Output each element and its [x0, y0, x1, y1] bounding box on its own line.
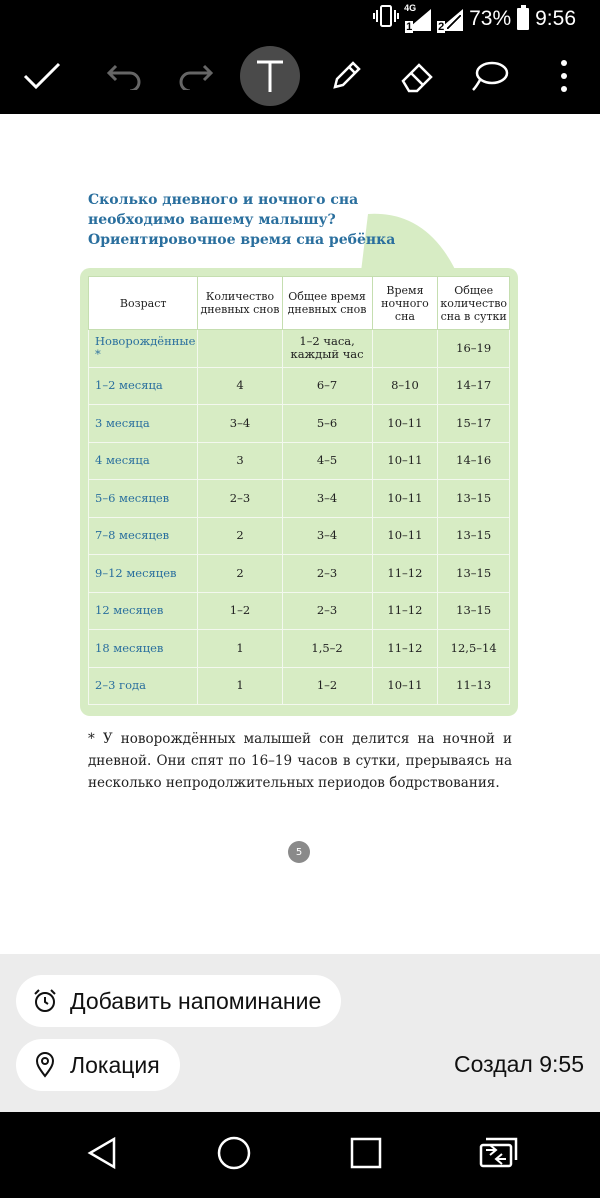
table-header-row	[89, 277, 510, 330]
switch-sim-button[interactable]	[476, 1133, 520, 1177]
value-cell: 10–11	[372, 667, 438, 705]
signal-sim1-icon	[404, 3, 431, 33]
value-cell: 11–13	[438, 667, 510, 705]
value-cell: 3–4	[282, 480, 372, 518]
age-cell: 5–6 месяцев	[89, 480, 198, 518]
table-row	[89, 330, 510, 368]
value-cell: 10–11	[372, 442, 438, 480]
age-cell: 2–3 года	[89, 667, 198, 705]
status-bar	[0, 0, 600, 38]
redo-icon	[178, 62, 214, 90]
location-pin-icon	[32, 1052, 58, 1078]
value-cell: 14–16	[438, 442, 510, 480]
value-cell: 4	[198, 367, 282, 405]
value-cell: 2–3	[198, 480, 282, 518]
more-icon	[560, 59, 568, 93]
header-total: Общее количество сна в сутки	[438, 277, 510, 330]
header-day-naps: Количество дневных снов	[198, 277, 282, 330]
age-cell: 18 месяцев	[89, 630, 198, 668]
table-row	[89, 630, 510, 668]
editor-toolbar	[0, 38, 600, 114]
value-cell: 2	[198, 517, 282, 555]
done-button[interactable]	[12, 46, 72, 106]
sim2-label: 2	[438, 21, 445, 33]
table-body	[89, 330, 510, 705]
value-cell: 14–17	[438, 367, 510, 405]
table-row	[89, 592, 510, 630]
value-cell: 1,5–2	[282, 630, 372, 668]
header-age: Возраст	[89, 277, 198, 330]
battery-icon	[517, 8, 529, 30]
table-row	[89, 367, 510, 405]
age-cell: 9–12 месяцев	[89, 555, 198, 593]
recents-button[interactable]	[344, 1133, 388, 1177]
more-options-button[interactable]	[534, 46, 594, 106]
location-label: Локация	[70, 1051, 160, 1078]
value-cell: 6–7	[282, 367, 372, 405]
value-cell: 10–11	[372, 517, 438, 555]
navigation-bar	[0, 1112, 600, 1198]
switch-icon	[478, 1136, 518, 1174]
value-cell: 4–5	[282, 442, 372, 480]
lasso-icon	[470, 59, 510, 93]
home-icon	[216, 1135, 252, 1175]
value-cell: 10–11	[372, 405, 438, 443]
eraser-tool-button[interactable]	[388, 46, 448, 106]
age-cell: 1–2 месяца	[89, 367, 198, 405]
value-cell: 12,5–14	[438, 630, 510, 668]
redo-button[interactable]	[166, 46, 226, 106]
value-cell: 1–2	[198, 592, 282, 630]
home-button[interactable]	[212, 1133, 256, 1177]
value-cell: 13–15	[438, 480, 510, 518]
value-cell: 11–12	[372, 592, 438, 630]
value-cell: 13–15	[438, 517, 510, 555]
created-time: Создал 9:55	[454, 1051, 584, 1077]
network-type: 4G	[404, 3, 417, 13]
title-line: Сколько дневного и ночного сна	[88, 192, 359, 208]
battery-percent: 73%	[469, 7, 512, 30]
value-cell: 13–15	[438, 555, 510, 593]
age-cell: 4 месяца	[89, 442, 198, 480]
value-cell: 3–4	[282, 517, 372, 555]
vibrate-icon	[373, 4, 399, 34]
value-cell: 2–3	[282, 555, 372, 593]
clock: 9:56	[535, 7, 576, 30]
note-image[interactable]	[0, 114, 600, 954]
title-line: необходимо вашему малышу?	[88, 212, 336, 228]
check-icon	[22, 61, 62, 91]
value-cell: 8–10	[372, 367, 438, 405]
add-reminder-button[interactable]	[16, 975, 341, 1027]
back-icon	[86, 1136, 118, 1174]
value-cell: 3–4	[198, 405, 282, 443]
undo-button[interactable]	[94, 46, 154, 106]
age-cell: Новорождённые *	[89, 330, 198, 368]
header-night-time: Время ночного сна	[372, 277, 438, 330]
value-cell: 5–6	[282, 405, 372, 443]
page-number: 5	[288, 841, 310, 863]
alarm-clock-icon	[32, 988, 58, 1014]
table-row	[89, 667, 510, 705]
value-cell: 11–12	[372, 630, 438, 668]
signal-sim2-icon	[437, 7, 463, 31]
value-cell: 1	[198, 667, 282, 705]
value-cell	[372, 330, 438, 368]
pen-icon	[329, 59, 363, 93]
value-cell: 16–19	[438, 330, 510, 368]
header-day-time: Общее время дневных снов	[282, 277, 372, 330]
value-cell: 1–2	[282, 667, 372, 705]
value-cell: 11–12	[372, 555, 438, 593]
value-cell: 15–17	[438, 405, 510, 443]
undo-icon	[106, 62, 142, 90]
value-cell: 3	[198, 442, 282, 480]
table-row	[89, 405, 510, 443]
note-info-panel	[0, 954, 600, 1112]
table-row	[89, 555, 510, 593]
age-cell: 7–8 месяцев	[89, 517, 198, 555]
recents-icon	[349, 1136, 383, 1174]
location-button[interactable]	[16, 1039, 180, 1091]
back-button[interactable]	[80, 1133, 124, 1177]
value-cell	[198, 330, 282, 368]
table-row	[89, 442, 510, 480]
value-cell: 13–15	[438, 592, 510, 630]
title-line: Ориентировочное время сна ребёнка	[88, 232, 396, 248]
value-cell: 2–3	[282, 592, 372, 630]
footnote: * У новорождённых малышей сон делится на ночной и дневной. Они спят по 16–19 часов в сутки, прерываясь на несколько непродолжительных периодов бодрствования.	[88, 731, 512, 791]
value-cell: 2	[198, 555, 282, 593]
add-reminder-label: Добавить напоминание	[70, 987, 322, 1014]
document-title	[88, 190, 418, 250]
age-cell: 12 месяцев	[89, 592, 198, 630]
lasso-tool-button[interactable]	[460, 46, 520, 106]
text-tool-icon	[255, 59, 285, 93]
value-cell: 1–2 часа, каждый час	[282, 330, 372, 368]
value-cell: 1	[198, 630, 282, 668]
sim1-label: 1	[406, 21, 413, 33]
text-tool-button[interactable]	[240, 46, 300, 106]
value-cell: 10–11	[372, 480, 438, 518]
eraser-icon	[399, 59, 437, 93]
sleep-table	[88, 276, 510, 705]
pen-tool-button[interactable]	[316, 46, 376, 106]
table-row	[89, 517, 510, 555]
age-cell: 3 месяца	[89, 405, 198, 443]
table-row	[89, 480, 510, 518]
